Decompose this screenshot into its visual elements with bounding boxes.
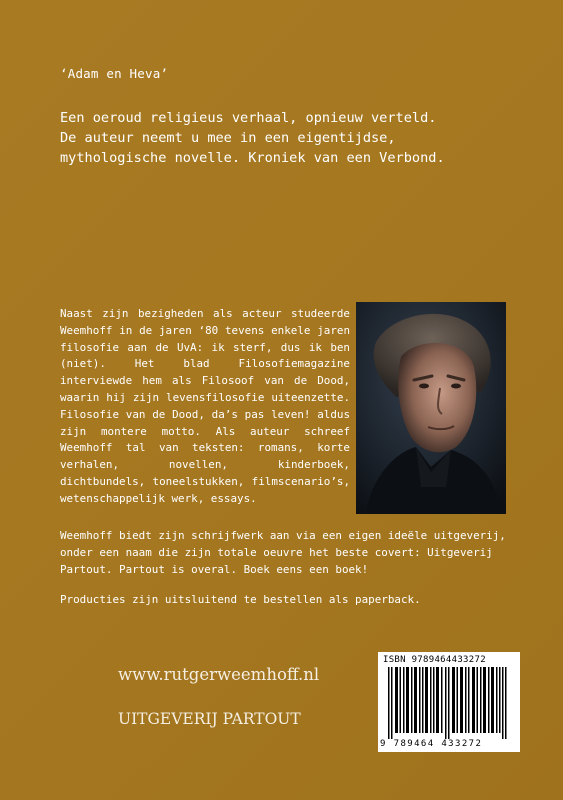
author-bio: Naast zijn bezigheden als acteur studeerde Weemhoff in de jaren ‘80 tevens enkele jaren filosofie aan de UvA: ik sterf, dus ik ben (niet). Het blad Filosofiemagazine interviewde hem als Filosoof van de Dood, waarin hij zijn levensfilosofie uiteenzette. Filosofie van de Dood, da’s pas leven! aldus zijn montere motto. Als auteur schreef Weemhoff tal van teksten: romans, korte verhalen, novellen, kinderboek, dichtbundels, toneelstukken, filmscenario’s, wetenschappelijk werk, essays. bbox=[60, 307, 350, 505]
website-link[interactable]: www.rutgerweemhoff.nl bbox=[118, 665, 320, 684]
publishing-text: Weemhoff biedt zijn schrijfwerk aan via een eigen ideële uitgeverij, onder een naam die zijn totale oeuvre het beste covert: Uitgeverij Partout. Partout is overal. Boek eens een boek! bbox=[60, 529, 506, 576]
paperback-text: Producties zijn uitsluitend te bestellen als paperback. bbox=[60, 593, 421, 606]
barcode-digits: 9 789464 433272 bbox=[380, 739, 483, 749]
intro-text: Een oeroud religieus verhaal, opnieuw verteld. De auteur neemt u mee in een eigentijdse, mythologische novelle. Kroniek van een Verbond. bbox=[60, 110, 445, 166]
publisher-name: UITGEVERIJ PARTOUT bbox=[118, 710, 301, 728]
author-portrait-image bbox=[356, 302, 506, 514]
author-photo bbox=[356, 302, 506, 514]
book-title: ‘Adam en Heva’ bbox=[60, 66, 169, 81]
isbn-barcode bbox=[378, 652, 520, 752]
barcode-bars bbox=[388, 667, 512, 739]
isbn-label: ISBN 9789464433272 bbox=[383, 655, 486, 665]
